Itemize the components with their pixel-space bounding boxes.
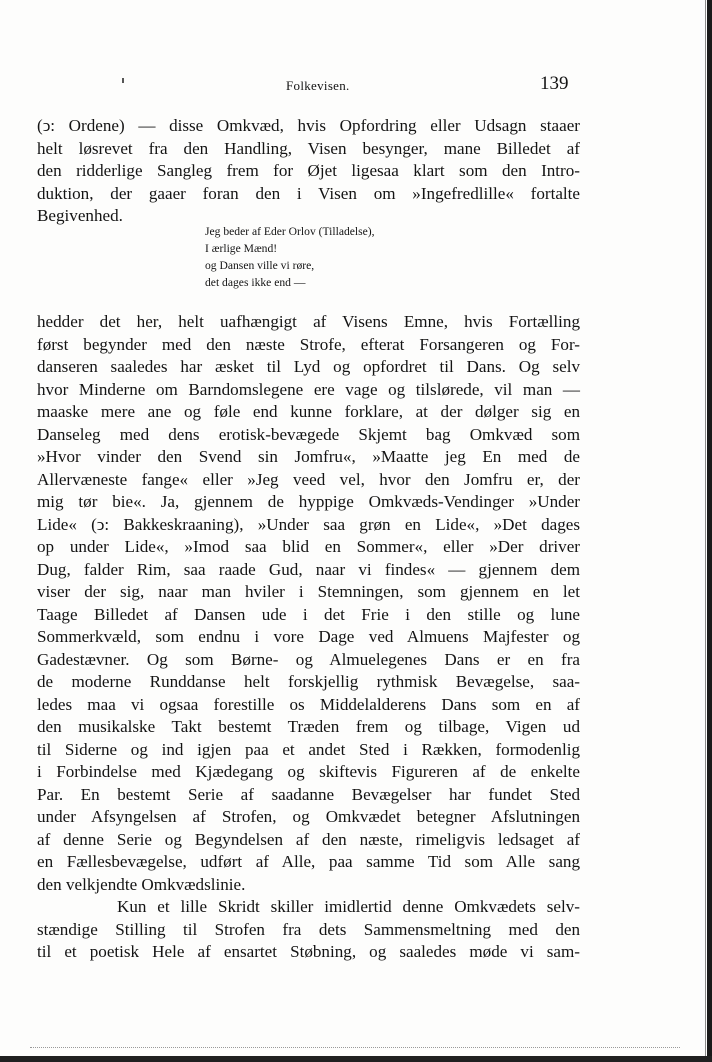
verse-line: Jeg beder af Eder Orlov (Tilladelse), — [205, 225, 375, 238]
text-line: de moderne Runddanse helt forskjellig rythmisk Bevægelse, saa- — [37, 672, 580, 691]
scan-dotted-line — [30, 1047, 680, 1048]
text-line: Sommerkvæld, som endnu i vore Dage ved Almuens Majfester og — [37, 627, 580, 646]
text-line: Allervæneste fange« eller »Jeg veed vel, hvor den Jomfru er, der — [37, 469, 580, 489]
text-line: hvor Minderne om Barndomslegene ere vage og tilslørede, vil man — — [37, 379, 580, 399]
text-line: stændige Stilling til Strofen fra dets Sammensmeltning med den — [37, 919, 580, 939]
scan-edge-right — [707, 0, 712, 1062]
text-line: Taage Billedet af Dansen ude i det Frie i den stille og lune — [37, 604, 580, 624]
text-line: i Forbindelse med Kjædegang og skiftevis Figureren af de enkelte — [37, 762, 580, 781]
text-line: mig tør bie«. Ja, gjennem de hyppige Omkvæds-Vendinger »Under — [37, 492, 580, 511]
verse-quote — [205, 223, 375, 291]
text-line: Kun et lille Skridt skiller imidlertid denne Omkvædets selv- — [117, 897, 580, 916]
text-line: »Hvor vinder den Svend sin Jomfru«, »Maatte jeg En med de — [37, 447, 580, 466]
paragraph-1 — [37, 115, 580, 228]
scan-edge-right-line — [705, 0, 706, 1062]
text-line: Par. En bestemt Serie af saadanne Bevægelser har fundet Sted — [37, 784, 580, 804]
text-line: maaske mere ane og føle end kunne forklare, at der dølger sig en — [37, 402, 580, 421]
text-line: til Siderne og ind igjen paa et andet Sted i Rækken, formodenlig — [37, 739, 580, 759]
text-line: viser der sig, naar man hviler i Stemningen, som gjennem en let — [37, 582, 580, 601]
text-line: ledes maa vi ogsaa forestille os Middelalderens Dans som en af — [37, 694, 580, 714]
running-head: Folkevisen. — [286, 78, 350, 93]
verse-line: og Dansen ville vi røre, — [205, 259, 315, 272]
text-line: duktion, der gaaer foran den i Visen om »Ingefredlille« fortalte — [37, 183, 580, 203]
text-line: Lide« (ↄ: Bakkeskraaning), »Under saa grøn en Lide«, »Det dages — [37, 514, 580, 534]
text-line: under Afsyngelsen af Strofen, og Omkvædet betegner Afslutningen — [37, 807, 580, 826]
scan-speck — [122, 78, 124, 83]
text-line: den musikalske Takt bestemt Træden frem og tilbage, Vigen ud — [37, 717, 580, 736]
text-line: af denne Serie og Begyndelsen af den næste, rimeligvis ledsaget af — [37, 829, 580, 849]
text-line: helt løsrevet fra den Handling, Visen besynger, mane Billedet af — [37, 138, 580, 158]
verse-line: I ærlige Mænd! — [205, 242, 278, 255]
text-line: den ridderlige Sangleg frem for Øjet ligesaa klart som den Intro- — [37, 161, 580, 180]
text-line: (ↄ: Ordene) — disse Omkvæd, hvis Opfordring eller Udsagn staaer — [37, 116, 580, 135]
text-line: den velkjendte Omkvædslinie. — [37, 874, 246, 894]
scan-edge-bottom — [0, 1056, 712, 1062]
text-line: Danseleg med dens erotisk-bevægede Skjemt bag Omkvæd som — [37, 424, 580, 444]
text-line: en Fællesbevægelse, udført af Alle, paa samme Tid som Alle sang — [37, 852, 580, 871]
paragraph-2 — [37, 311, 580, 964]
page-number: 139 — [540, 73, 569, 94]
text-line: op under Lide«, »Imod saa blid en Sommer«, eller »Der driver — [37, 537, 580, 556]
text-line: Begivenhed. — [37, 206, 123, 225]
text-line: Gadestævner. Og som Børne- og Almuelegenes Dans er en fra — [37, 649, 580, 669]
text-line: Dug, falder Rim, saa raade Gud, naar vi findes« — gjennem dem — [37, 559, 580, 579]
text-line: hedder det her, helt uafhængigt af Visens Emne, hvis Fortælling — [37, 312, 580, 331]
verse-line: det dages ikke end — — [205, 276, 306, 289]
text-line: først begynder med den næste Strofe, efterat Forsangeren og For- — [37, 334, 580, 354]
text-line: til et poetisk Hele af ensartet Støbning, og saaledes møde vi sam- — [37, 942, 580, 961]
text-line: danseren saaledes har æsket til Lyd og opfordret til Dans. Og selv — [37, 357, 580, 376]
